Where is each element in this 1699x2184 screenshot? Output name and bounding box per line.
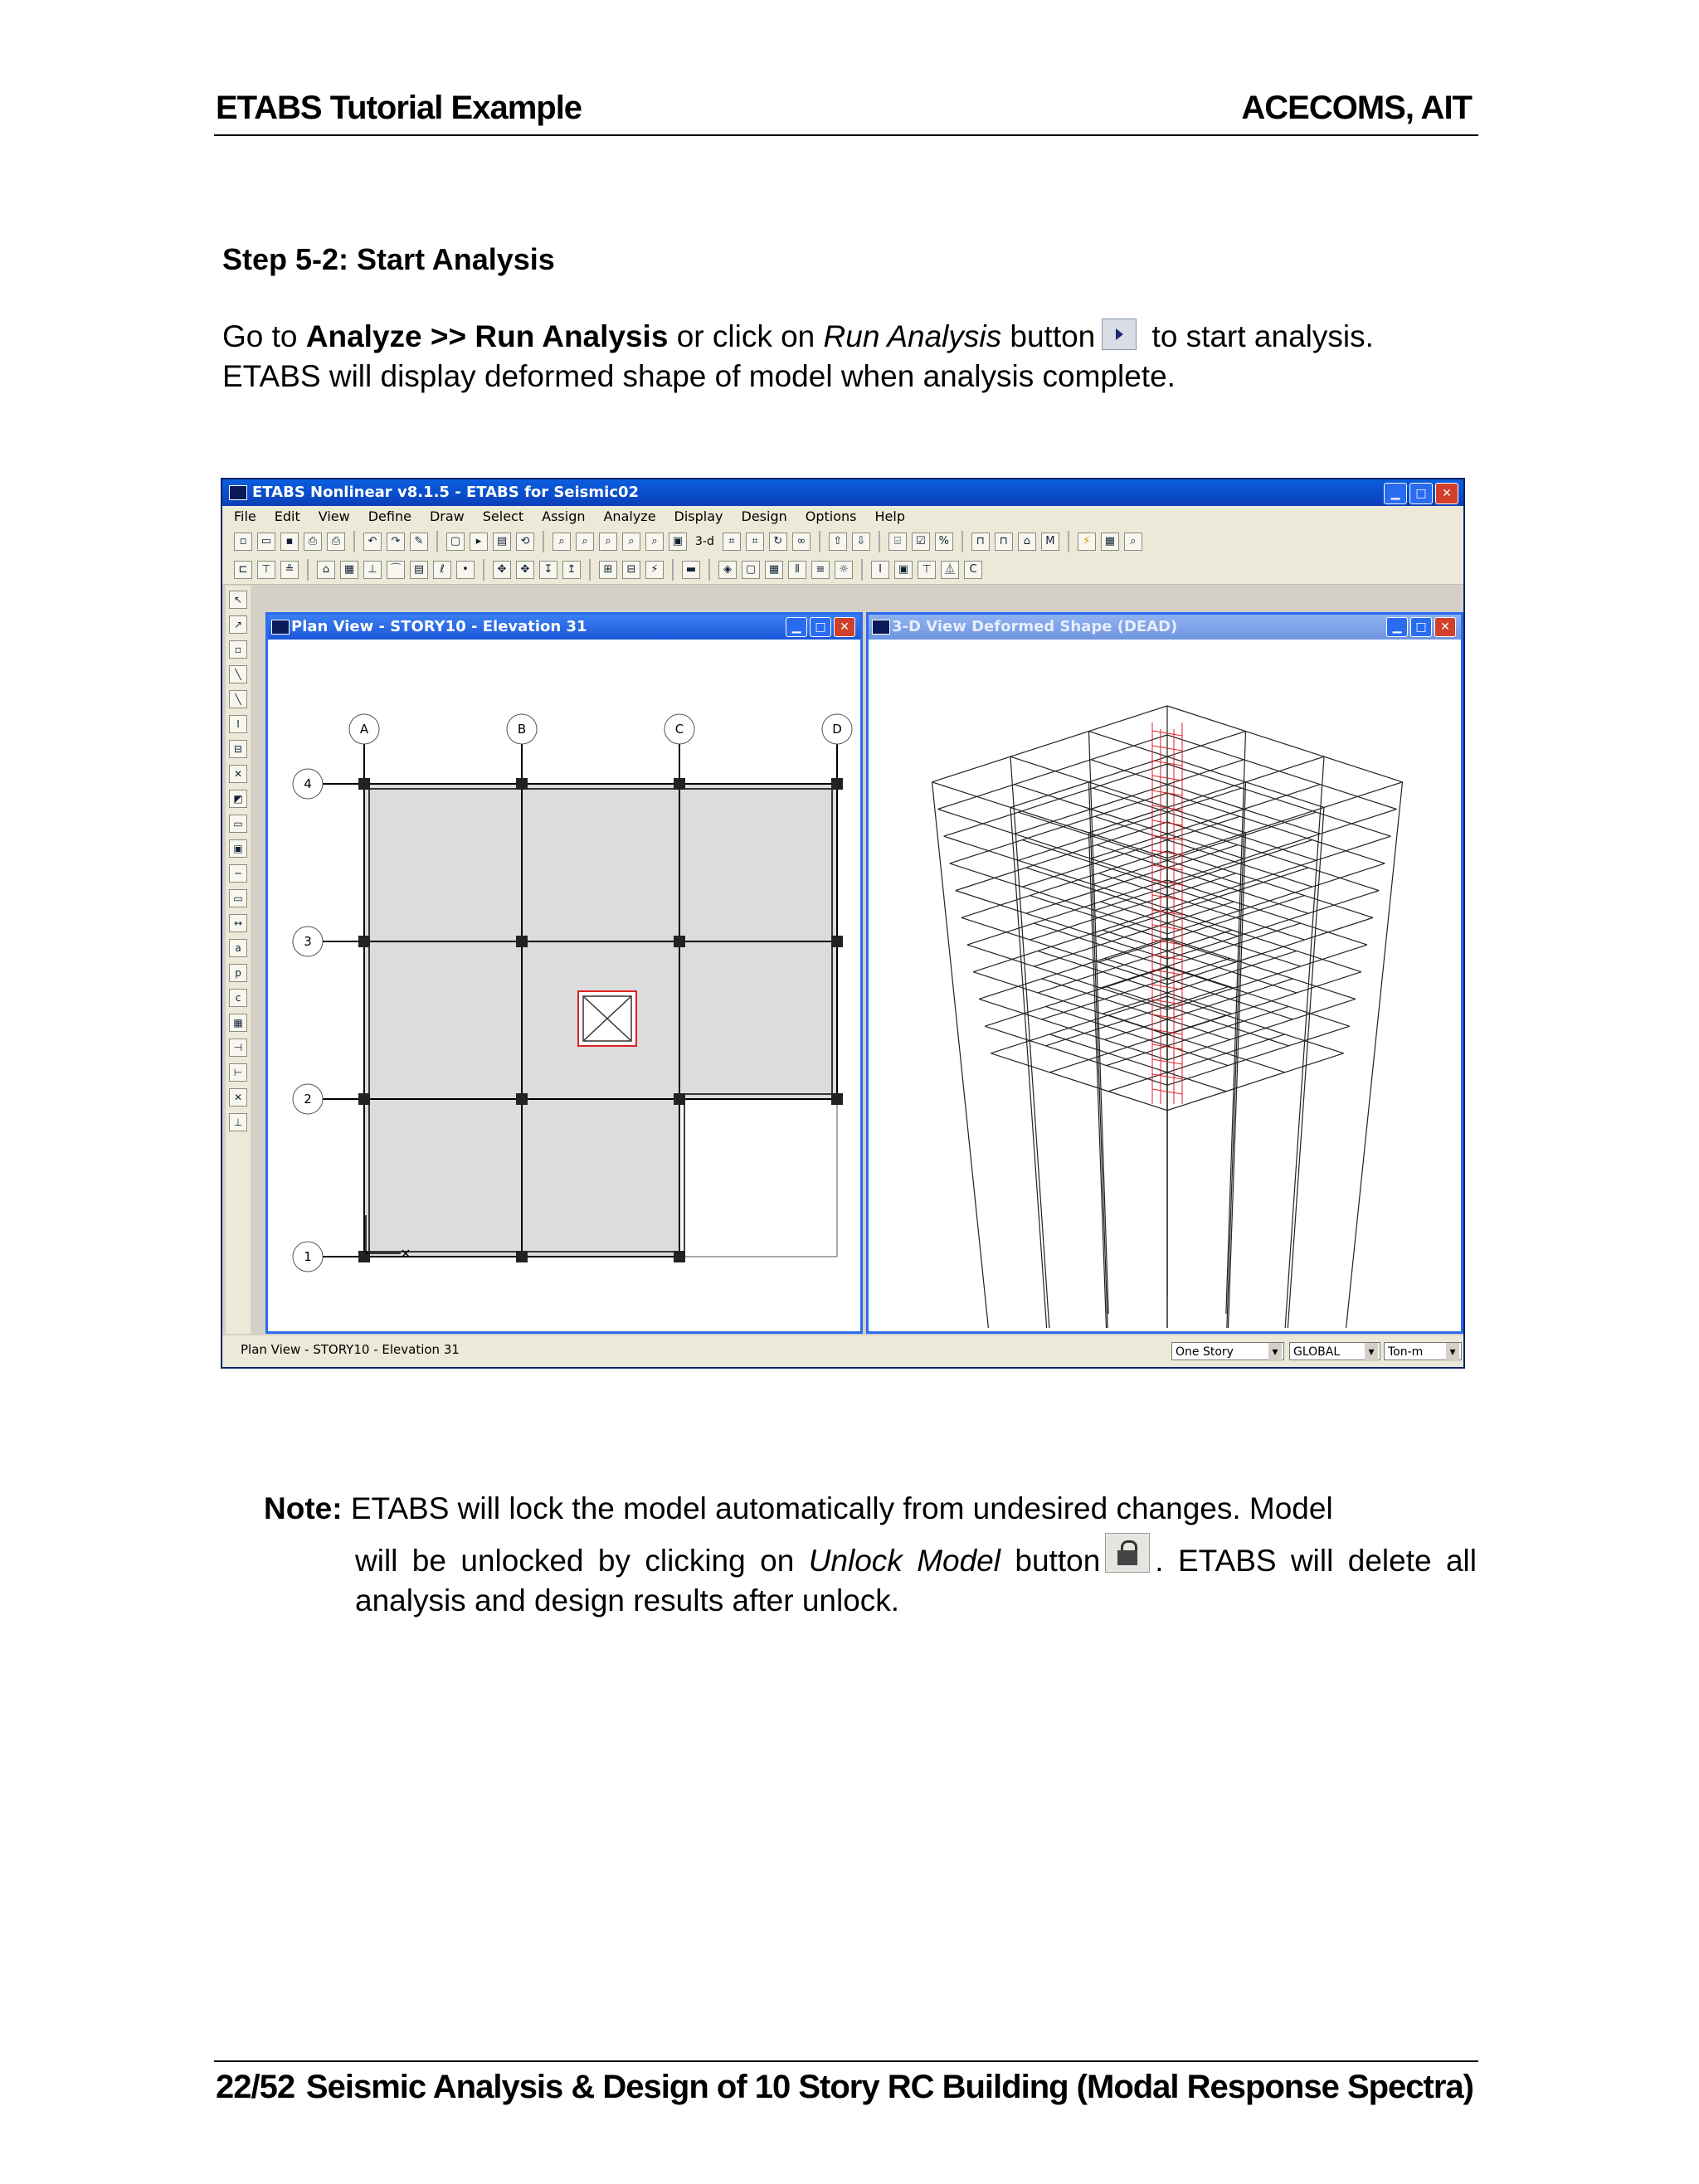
floor-beam	[1098, 873, 1304, 940]
floor-beam	[1093, 812, 1316, 884]
floor-beam	[1107, 987, 1289, 1046]
floor-beam	[1018, 812, 1241, 884]
floor-beam	[979, 938, 1167, 999]
floor-beam	[1104, 979, 1293, 1039]
instruction-menu-path: Analyze >> Run Analysis	[305, 319, 669, 353]
instruction-text: or click on	[668, 319, 824, 353]
floor-beam	[1167, 863, 1385, 934]
draw-line-icon[interactable]: ╲	[229, 665, 247, 683]
snap-perp-icon[interactable]: ↥	[562, 561, 581, 579]
floor-beam	[1046, 987, 1229, 1046]
core-wall	[578, 991, 636, 1046]
rotate-icon[interactable]: ↻	[769, 533, 787, 551]
draw-frame-icon[interactable]: ⊓	[971, 533, 990, 551]
floor-beam	[1097, 868, 1308, 936]
menu-draw[interactable]: Draw	[429, 508, 465, 524]
floor-beam	[1108, 1034, 1285, 1092]
floor-beam	[1042, 979, 1230, 1039]
draw-wall-icon[interactable]: ─	[229, 864, 247, 883]
draw-rect-area-icon[interactable]: ▭	[229, 815, 247, 833]
floor-beam	[1167, 917, 1373, 984]
units-select[interactable]: Ton-m ▾	[1384, 1342, 1462, 1360]
snap-perpendicular-icon[interactable]: ⊥	[229, 1113, 247, 1131]
show-deformed-icon[interactable]: ▦	[1101, 533, 1119, 551]
grid-col-b: B	[517, 722, 527, 737]
draw-column-icon[interactable]: ⌂	[1018, 533, 1036, 551]
note-text: button	[1000, 1544, 1101, 1578]
view-3d-button[interactable]: 3-d	[695, 535, 714, 548]
floor-beam	[1095, 816, 1312, 887]
floor-beam	[1167, 972, 1361, 1035]
floor-beam	[985, 967, 1167, 1026]
floor-beam	[1091, 760, 1320, 834]
plan-view-icon[interactable]: ⌗	[723, 533, 741, 551]
floor-beam	[1167, 891, 1379, 960]
3d-minimize-button[interactable]: ▁	[1386, 617, 1408, 637]
lock-model-icon[interactable]: ▢	[446, 533, 465, 551]
instruction-run-analysis: Run Analysis	[823, 319, 1002, 353]
opening-icon[interactable]: ⫴	[788, 561, 806, 579]
floor-beam	[1046, 1006, 1229, 1065]
draw-area-icon[interactable]: ◩	[229, 790, 247, 808]
floor-beam	[1049, 1034, 1226, 1092]
note-paragraph	[264, 1485, 1477, 1621]
plan-maximize-button[interactable]: □	[810, 617, 831, 637]
etabs-logo-icon	[229, 485, 247, 500]
grid-col-d: D	[832, 722, 842, 737]
draw-point-icon[interactable]: ▫	[229, 640, 247, 659]
rubber-band-icon[interactable]: ⟲	[516, 533, 534, 551]
3d-deformed-shape-drawing[interactable]	[869, 640, 1461, 1328]
floor-beam	[967, 880, 1167, 945]
floor-beam	[1026, 845, 1238, 914]
status-text: Plan View - STORY10 - Elevation 31	[241, 1342, 460, 1357]
floor-beam	[1167, 735, 1396, 810]
header-right: ACECOMS, AIT	[1241, 90, 1472, 126]
pointer-icon[interactable]: ↖	[229, 591, 247, 609]
page-number: 22/52	[216, 2069, 295, 2105]
toolbar-secondary	[222, 556, 1463, 585]
3d-close-button[interactable]: ✕	[1434, 617, 1456, 637]
floor-beam	[1167, 909, 1361, 972]
menu-file[interactable]: File	[234, 508, 256, 524]
joint-reaction-icon[interactable]: •	[456, 561, 475, 579]
save-icon[interactable]: ▪	[280, 533, 299, 551]
select-all-icon[interactable]: a	[229, 939, 247, 957]
grid-col-c: C	[674, 722, 684, 737]
grid-icon[interactable]: ▦	[765, 561, 783, 579]
menu-analyze[interactable]: Analyze	[603, 508, 656, 524]
deck-icon[interactable]: ▤	[410, 561, 428, 579]
floor-beam	[1089, 732, 1325, 808]
floor-beam	[1167, 782, 1403, 859]
move-down-icon[interactable]: ⇩	[852, 533, 870, 551]
spandrel-icon[interactable]: ⌒	[387, 561, 405, 579]
floor-beam	[932, 782, 1168, 859]
app-titlebar	[222, 479, 1463, 506]
area-section-icon[interactable]: ▣	[894, 561, 913, 579]
frame-design-icon[interactable]: ⊤	[257, 561, 275, 579]
grid-row-3: 3	[304, 934, 312, 949]
etabs-logo-icon	[271, 620, 290, 635]
toolbar-main	[222, 528, 1463, 557]
new-file-icon[interactable]: ▫	[234, 533, 252, 551]
grid-row-1: 1	[304, 1249, 312, 1264]
wall-icon[interactable]: ▦	[340, 561, 358, 579]
3d-view-window[interactable]	[866, 612, 1463, 1334]
set-display-icon[interactable]: ☑	[912, 533, 930, 551]
floor-beam	[950, 793, 1167, 863]
menu-options[interactable]: Options	[805, 508, 857, 524]
lines-icon[interactable]: ≡	[811, 561, 830, 579]
c-section-icon[interactable]: C	[964, 561, 982, 579]
floor-beam	[956, 822, 1167, 891]
mesh-icon[interactable]: ⚡	[645, 561, 664, 579]
align-icon[interactable]: ⊟	[622, 561, 640, 579]
perspective-icon[interactable]: ∞	[792, 533, 811, 551]
design-icon[interactable]: ⊏	[234, 561, 252, 579]
floor-beam	[1167, 967, 1350, 1026]
floor-beam	[1098, 896, 1304, 962]
minimize-button[interactable]: ▁	[1384, 483, 1407, 504]
plan-view-title: Plan View - STORY10 - Elevation 31	[291, 618, 587, 635]
elevation-view-icon[interactable]: ⌗	[746, 533, 764, 551]
dl-icon[interactable]: ℓ	[433, 561, 451, 579]
area-icon[interactable]: ▬	[682, 561, 700, 579]
note-text: ETABS will lock the model automatically from undesired changes. Model	[342, 1491, 1333, 1525]
snap-joints-icon[interactable]: ⊣	[229, 1038, 247, 1057]
i-section-icon[interactable]: I	[871, 561, 889, 579]
instruction-text: to start analysis. ETABS will display deformed shape of model when analysis complete.	[222, 319, 1374, 393]
show-forces-icon[interactable]: ⌕	[1124, 533, 1142, 551]
floor-beam	[961, 851, 1167, 917]
page-header	[214, 86, 1478, 136]
wind-icon[interactable]: ☼	[835, 561, 853, 579]
run-analysis-button[interactable]: ▸	[470, 533, 488, 551]
floor-beam	[1167, 996, 1344, 1053]
instruction-paragraph	[222, 317, 1467, 396]
draw-column-tool-icon[interactable]: I	[229, 715, 247, 733]
draw-brace-tool-icon[interactable]: ✕	[229, 765, 247, 783]
coord-system-select[interactable]: GLOBAL ▾	[1289, 1342, 1380, 1360]
replicate-icon[interactable]: ⊞	[599, 561, 617, 579]
plan-view-titlebar[interactable]	[268, 615, 860, 640]
floor-beam	[991, 1053, 1167, 1111]
run-analysis-icon	[1102, 319, 1137, 350]
snap-intersect-icon[interactable]: ↧	[539, 561, 557, 579]
footer-title: Seismic Analysis & Design of 10 Story RC Building (Modal Response Spectra)	[305, 2069, 1473, 2105]
floor-beam	[979, 999, 1167, 1059]
floor-beam	[1093, 788, 1316, 860]
menu-help[interactable]: Help	[874, 508, 905, 524]
grid-col-a: A	[359, 722, 369, 737]
floor-beam	[1015, 760, 1244, 834]
floor-beam	[1167, 1026, 1350, 1085]
zoom-window-icon[interactable]: ⌕	[553, 533, 571, 551]
left-toolbar	[226, 586, 251, 1334]
floor-beam	[938, 810, 1167, 884]
zoom-restore-icon[interactable]: ⌕	[576, 533, 594, 551]
floor-beam	[1167, 764, 1390, 836]
app-title: ETABS Nonlinear v8.1.5 - ETABS for Seismic02	[252, 484, 640, 501]
floor-beam	[1167, 851, 1373, 917]
floor-beam	[1103, 951, 1297, 1014]
maximize-button[interactable]: □	[1409, 483, 1433, 504]
floor-beam	[950, 863, 1167, 934]
menu-edit[interactable]: Edit	[274, 508, 300, 524]
redo-icon[interactable]: ↷	[387, 533, 405, 551]
object-shrink-icon[interactable]: ⌸	[888, 533, 907, 551]
rectangle-icon[interactable]: ▢	[742, 561, 760, 579]
floor-beam	[991, 996, 1167, 1053]
step-title: Step 5-2: Start Analysis	[222, 242, 555, 276]
floor-beam	[1167, 938, 1356, 999]
snap-middle-icon[interactable]: ⊢	[229, 1063, 247, 1082]
reshape-icon[interactable]: ↗	[229, 615, 247, 634]
zoom-in-icon[interactable]: ⌕	[599, 533, 617, 551]
note-text: will be unlocked by clicking on	[355, 1544, 809, 1578]
3d-maximize-button[interactable]: □	[1410, 617, 1432, 637]
open-folder-icon[interactable]: ▭	[257, 533, 275, 551]
menu-assign[interactable]: Assign	[542, 508, 586, 524]
header-left: ETABS Tutorial Example	[216, 90, 582, 126]
menu-bar	[222, 506, 1463, 528]
close-button[interactable]: ✕	[1435, 483, 1458, 504]
instruction-text: button	[1001, 319, 1096, 353]
draw-beam-icon[interactable]: ⊓	[995, 533, 1013, 551]
pan-icon[interactable]: ⌕	[645, 533, 664, 551]
floor-beam	[961, 917, 1167, 984]
floor-beam	[1101, 902, 1301, 966]
zoom-out-icon[interactable]: ⌕	[622, 533, 640, 551]
grid-row-4: 4	[304, 776, 312, 791]
floor-beam	[1038, 930, 1232, 993]
story-select[interactable]: One Story ▾	[1171, 1342, 1284, 1360]
floor-beam	[985, 1026, 1167, 1085]
floor-beam	[1097, 845, 1308, 914]
column-line	[1344, 782, 1403, 1328]
spring-icon[interactable]: ⏅	[941, 561, 959, 579]
grid-row-2: 2	[304, 1092, 312, 1107]
floor-beam	[973, 909, 1167, 972]
clear-selection-icon[interactable]: c	[229, 989, 247, 1007]
floor-beam	[1018, 788, 1241, 860]
snap-point-icon[interactable]: ✥	[493, 561, 511, 579]
show-undeformed-icon[interactable]: ⚡	[1078, 533, 1096, 551]
plan-view-window[interactable]	[265, 612, 863, 1334]
snap-intersection-icon[interactable]: ✕	[229, 1088, 247, 1107]
column-line	[932, 782, 991, 1328]
column-line	[1226, 732, 1246, 1314]
floor-beam	[1167, 880, 1367, 945]
note-unlock-model: Unlock Model	[808, 1544, 1000, 1578]
floor-beam	[932, 706, 1168, 782]
plan-close-button[interactable]: ✕	[834, 617, 855, 637]
draw-opening-icon[interactable]: ▭	[229, 889, 247, 907]
pier-icon[interactable]: ⊥	[363, 561, 382, 579]
draw-beam-tool-icon[interactable]: ⊟	[229, 740, 247, 758]
analysis-options-icon[interactable]: ▤	[493, 533, 511, 551]
show-all-icon[interactable]: ▣	[669, 533, 687, 551]
draw-dimension-icon[interactable]: ↔	[229, 914, 247, 932]
etabs-logo-icon	[872, 620, 890, 635]
floor-beam	[1010, 732, 1246, 808]
floor-beam	[1167, 999, 1356, 1059]
plan-view-drawing[interactable]	[268, 640, 860, 1328]
floor-beam	[938, 735, 1167, 810]
floor-beam	[944, 764, 1167, 836]
previous-selection-icon[interactable]: p	[229, 964, 247, 982]
note-label: Note:	[264, 1491, 343, 1525]
move-up-icon[interactable]: ⇧	[829, 533, 847, 551]
floor-beam	[1103, 930, 1297, 993]
menu-select[interactable]: Select	[482, 508, 524, 524]
link-icon[interactable]: ⊤	[918, 561, 936, 579]
floor-beam	[1022, 816, 1239, 887]
undo-icon[interactable]: ↶	[363, 533, 382, 551]
floor-beam	[1167, 822, 1379, 891]
floor-beam	[956, 891, 1167, 960]
3d-view-titlebar[interactable]	[869, 615, 1461, 640]
instruction-text: Go to	[222, 319, 306, 353]
menu-define[interactable]: Define	[368, 508, 411, 524]
floor-beam	[1022, 840, 1239, 911]
ground-icon[interactable]: ≗	[280, 561, 299, 579]
print-icon[interactable]: ⎙	[304, 533, 322, 551]
column-line	[1089, 732, 1109, 1314]
draw-line-region-icon[interactable]: ╲	[229, 690, 247, 708]
floor-beam	[1104, 958, 1293, 1019]
page-footer	[214, 2060, 1478, 2112]
floor-beam	[1026, 868, 1238, 936]
floor-beam	[1034, 902, 1234, 966]
floor-beam	[973, 972, 1167, 1035]
intersecting-line-icon[interactable]: ▦	[229, 1014, 247, 1032]
note-text: . ETABS will delete all analysis and design results after unlock.	[355, 1544, 1477, 1617]
floor-beam	[1095, 840, 1312, 911]
section-cut-icon[interactable]: ⌂	[317, 561, 335, 579]
draw-area-click-icon[interactable]: ▣	[229, 839, 247, 858]
floor-beam	[1167, 810, 1396, 884]
menu-view[interactable]: View	[318, 508, 350, 524]
floor-beam	[1167, 793, 1385, 863]
percent-icon[interactable]: %	[935, 533, 953, 551]
etabs-screenshot	[221, 478, 1465, 1369]
snap-line-icon[interactable]: ✥	[516, 561, 534, 579]
floor-beam	[1030, 873, 1236, 940]
floor-beam	[1038, 951, 1232, 1014]
unlock-model-icon	[1105, 1533, 1150, 1573]
floor-beam	[1030, 896, 1236, 962]
floor-beam	[1042, 958, 1230, 1019]
3d-view-title: 3-D View Deformed Shape (DEAD)	[892, 618, 1178, 635]
plan-minimize-button[interactable]: ▁	[786, 617, 807, 637]
status-bar	[222, 1335, 1463, 1367]
layer-icon[interactable]: ◈	[718, 561, 737, 579]
floor-beam	[1107, 1006, 1289, 1065]
refresh-icon[interactable]: ✎	[410, 533, 428, 551]
print-setup-icon[interactable]: ⎙	[327, 533, 345, 551]
floor-beam	[1167, 1053, 1344, 1111]
menu-display[interactable]: Display	[674, 508, 723, 524]
floor-beam	[1167, 706, 1403, 782]
menu-design[interactable]: Design	[741, 508, 787, 524]
draw-brace-icon[interactable]: M	[1041, 533, 1059, 551]
